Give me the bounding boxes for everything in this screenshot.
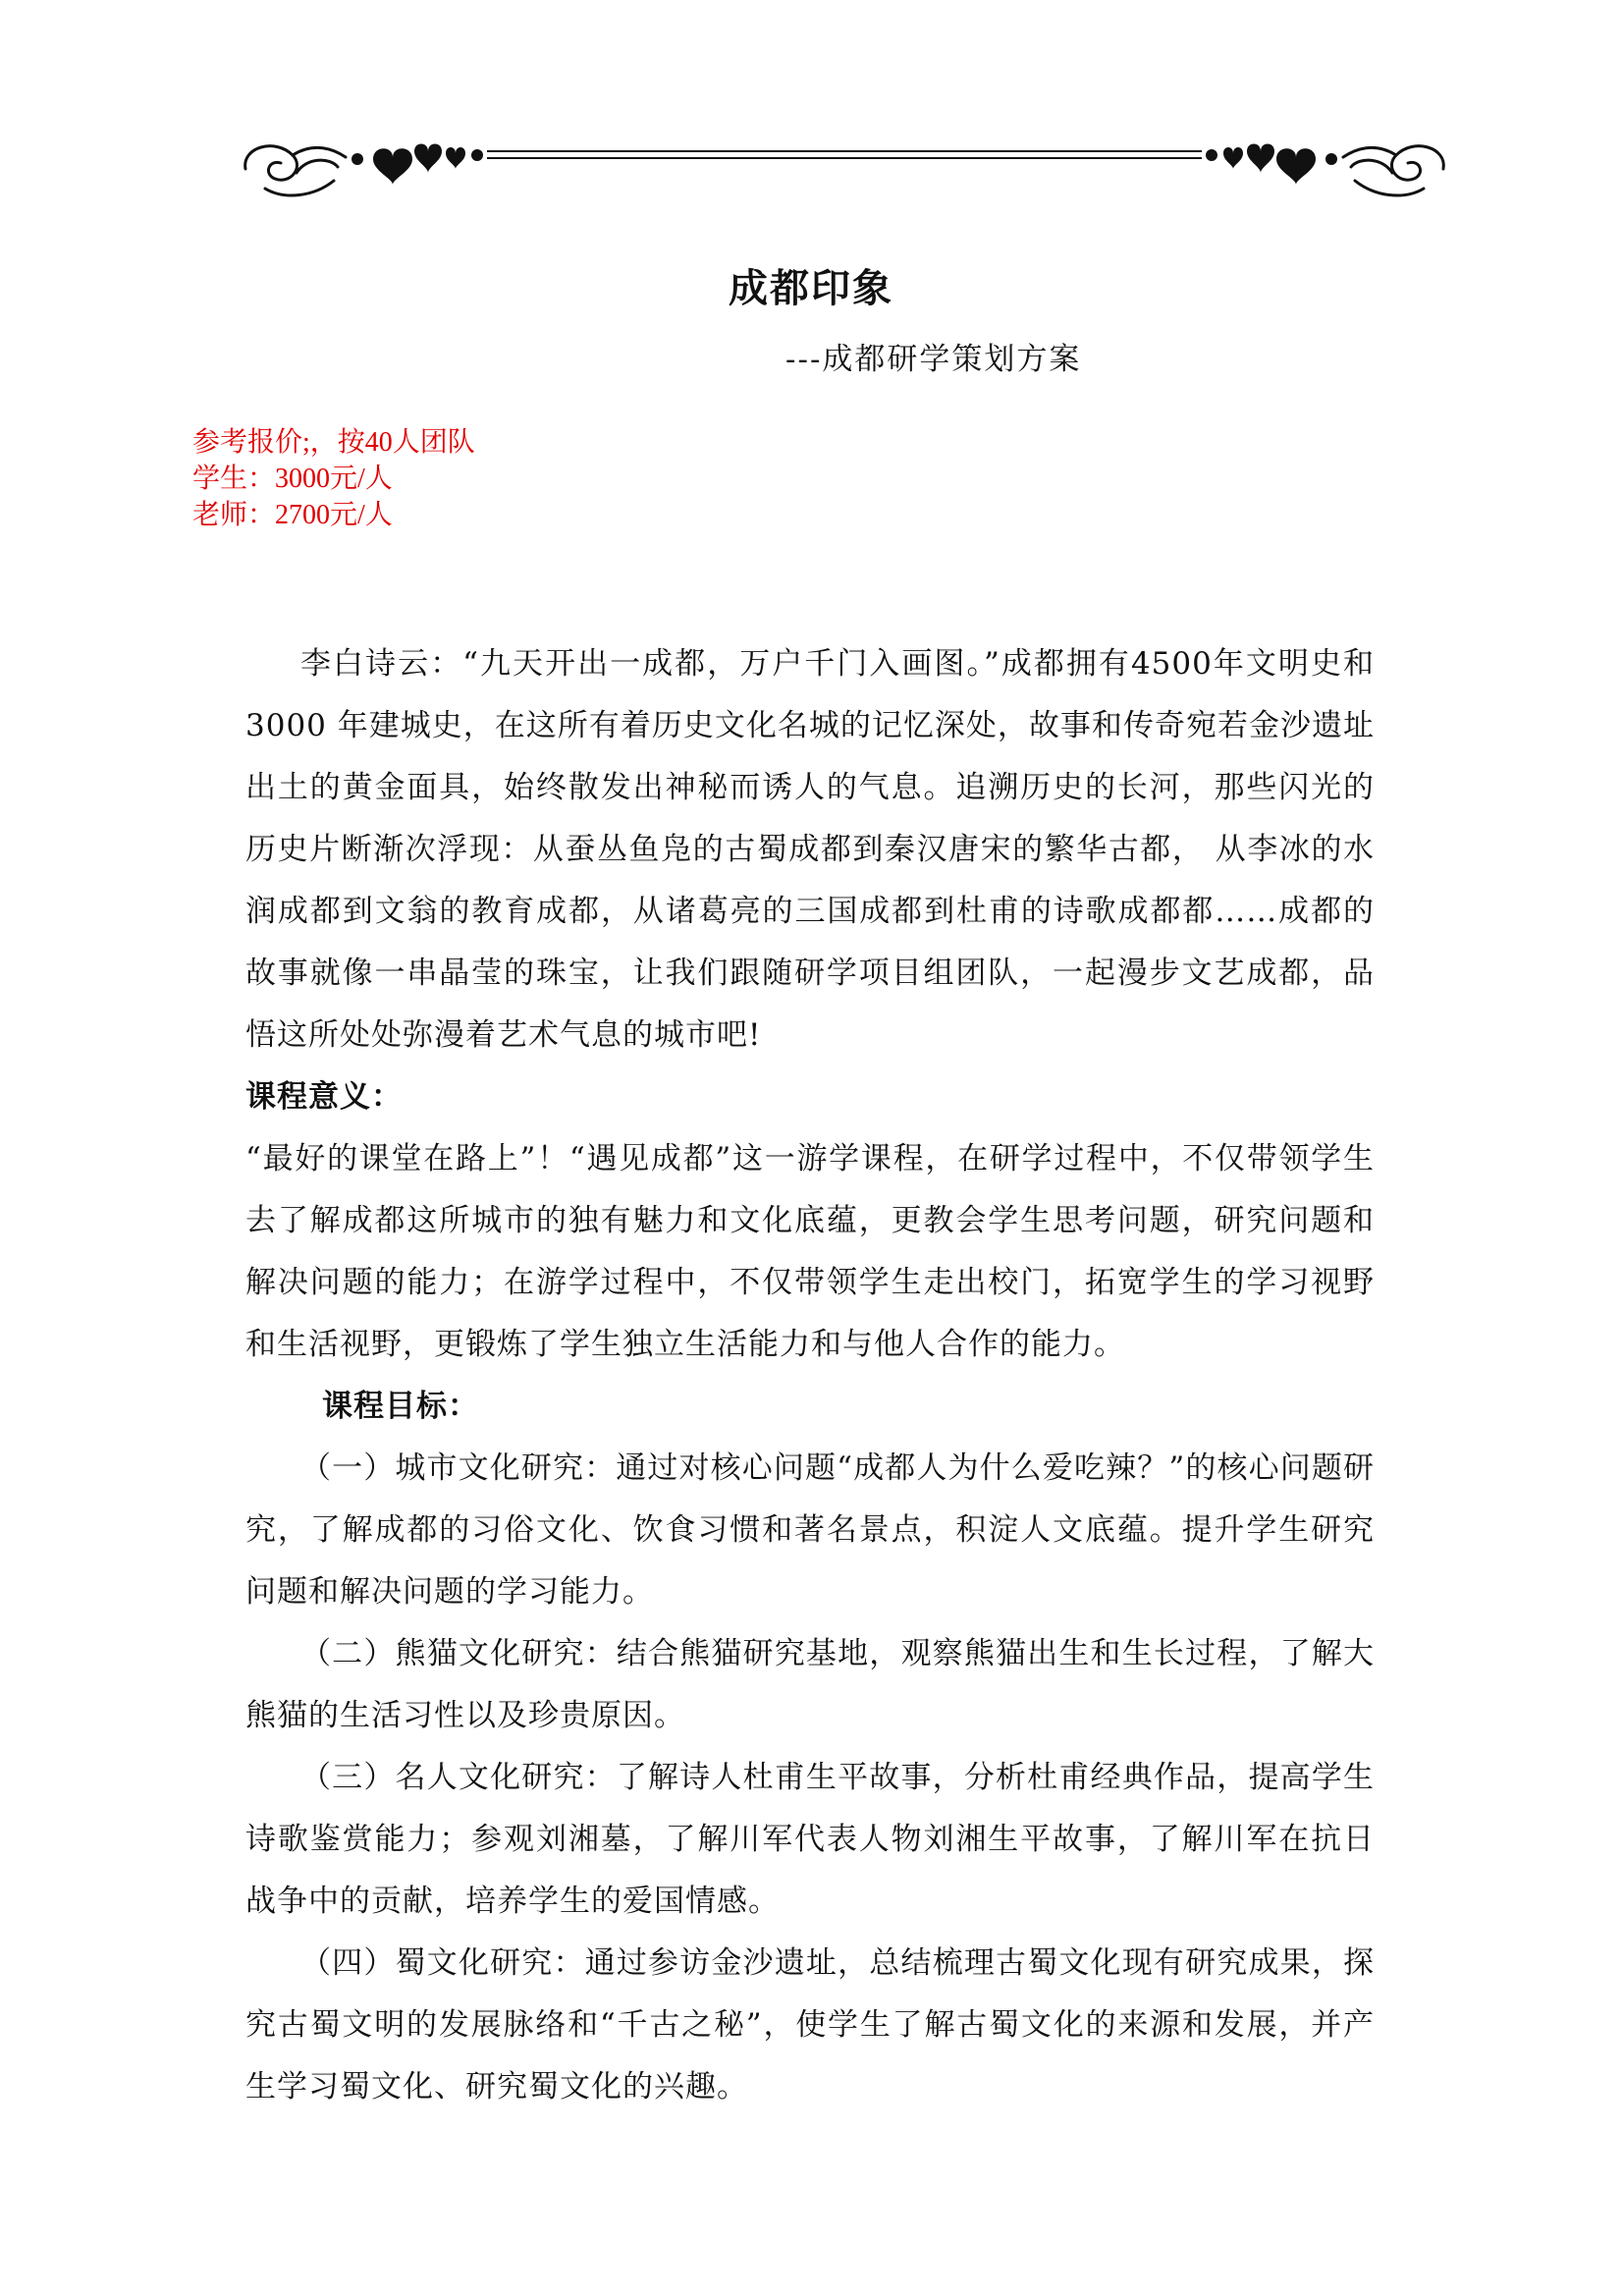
goal-item-4: （四）蜀文化研究：通过参访金沙遗址，总结梳理古蜀文化现有研究成果，探究古蜀文明的发展脉络和“千古之秘”，使学生了解古蜀文化的来源和发展，并产生学习蜀文化、研究蜀文化的兴趣。 [245, 1945, 1375, 2105]
document-subtitle: ---成都研学策划方案 [785, 342, 1082, 377]
price-reference-line: 参考报价;，按40人团队 [192, 427, 475, 458]
significance-heading: 课程意义： [245, 1079, 403, 1115]
price-teacher-line: 老师：2700元/人 [192, 500, 393, 530]
goals-heading: 课程目标： [322, 1389, 479, 1424]
decorative-divider-ornament [236, 128, 1453, 206]
price-block [192, 424, 475, 533]
goal-item-2: （二）熊猫文化研究：结合熊猫研究基地，观察熊猫出生和生长过程，了解大熊猫的生活习性以及珍贵原因。 [245, 1636, 1375, 1733]
document-title: 成都印象 [729, 266, 893, 311]
document-body [245, 633, 1375, 2118]
significance-paragraph: “最好的课堂在路上”！“遇见成都”这一游学课程，在研学过程中，不仅带领学生去了解成都这所城市的独有魅力和文化底蕴，更教会学生思考问题，研究问题和解决问题的能力；在游学过程中，不仅带领学生走出校门，拓宽学生的学习视野和生活视野，更锻炼了学生独立生活能力和与他人合作的能力。 [245, 1141, 1375, 1362]
goal-item-3: （三）名人文化研究：了解诗人杜甫生平故事，分析杜甫经典作品，提高学生诗歌鉴赏能力；参观刘湘墓，了解川军代表人物刘湘生平故事，了解川军在抗日战争中的贡献，培养学生的爱国情感。 [245, 1760, 1375, 1919]
price-student-line: 学生：3000元/人 [192, 464, 393, 494]
intro-paragraph: 李白诗云：“九天开出一成都，万户千门入画图。”成都拥有4500年文明史和3000 年建城史，在这所有着历史文化名城的记忆深处，故事和传奇宛若金沙遗址出土的黄金面具，始终散发出神秘而诱人的气息。追溯历史的长河，那些闪光的历史片断渐次浮现：从蚕丛鱼凫的古蜀成都到秦汉唐宋的繁华古都， 从李冰的水润成都到文翁的教育成都，从诸葛亮的三国成都到杜甫的诗歌成都都……成都的故事就像一串晶莹的珠宝，让我们跟随研学项目组团队，一起漫步文艺成都，品悟这所处处弥漫着艺术气息的城市吧! [245, 646, 1375, 1053]
goal-item-1: （一）城市文化研究：通过对核心问题“成都人为什么爱吃辣？”的核心问题研究，了解成都的习俗文化、饮食习惯和著名景点，积淀人文底蕴。提升学生研究问题和解决问题的学习能力。 [245, 1450, 1375, 1610]
